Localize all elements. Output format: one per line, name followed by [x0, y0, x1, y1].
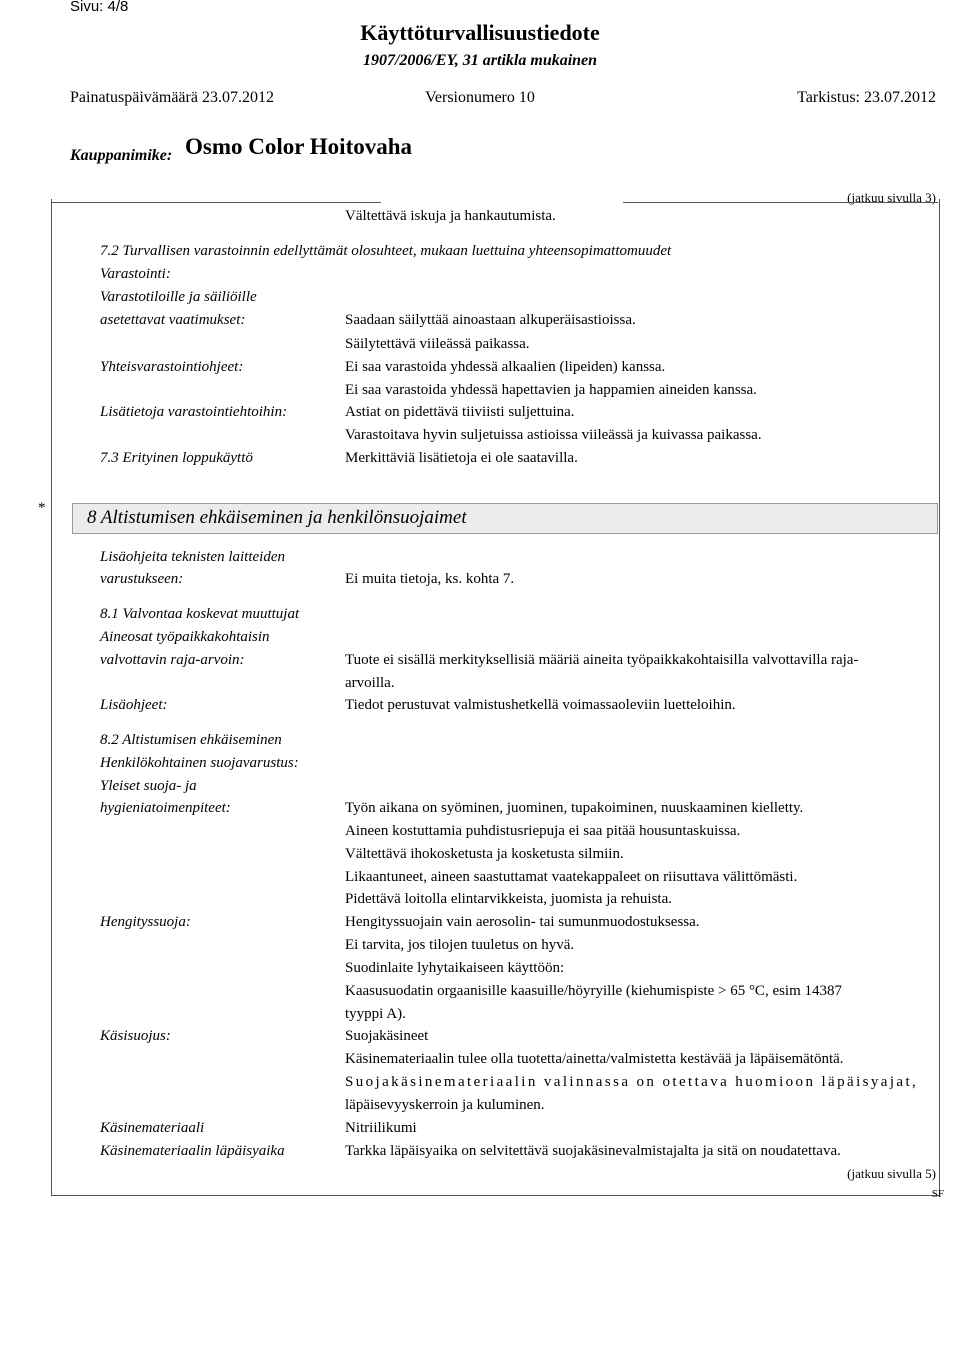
penetration-time-label: Käsinemateriaalin läpäisyaika: [100, 1143, 285, 1159]
hand-protection-line: läpäisevyyskerroin ja kuluminen.: [345, 1097, 545, 1113]
respiratory-line: Kaasusuodatin orgaanisille kaasuille/höyryille (kiehumispiste > 65 °C, esim 14387: [345, 983, 843, 999]
more-storage-1: Astiat on pidettävä tiiviisti suljettuina.: [345, 404, 575, 420]
storage-req-2: Säilytettävä viileässä paikassa.: [345, 336, 530, 352]
more-storage-label: Lisätietoja varastointiehtoihin:: [100, 404, 288, 420]
frame-top-rule-left: [51, 202, 381, 203]
hand-protection-line: Suojakäsinemateriaalin valinnassa on otettava huomioon läpäisyajat,: [345, 1074, 919, 1090]
section-8-heading-box: [72, 503, 938, 534]
page-number: Sivu: 4/8: [70, 0, 129, 15]
section-8-1-heading: 8.1 Valvontaa koskevat muuttujat: [100, 606, 300, 622]
glove-material-label: Käsinemateriaali: [100, 1120, 205, 1136]
section-8-title: 8 Altistumisen ehkäiseminen ja henkilönsuojaimet: [87, 507, 467, 528]
hygiene-line: Likaantuneet, aineen saastuttamat vaatekappaleet on riisuttava välittömästi.: [345, 869, 798, 885]
hand-protection-line: Käsinemateriaalin tulee olla tuotetta/ainetta/valmistetta kestävää ja läpäisemätöntä.: [345, 1051, 844, 1067]
limits-label-1: Aineosat työpaikkakohtaisin: [100, 629, 270, 645]
section-8-2-heading: 8.2 Altistumisen ehkäiseminen: [100, 732, 282, 748]
document-title: Käyttöturvallisuustiedote: [360, 20, 600, 45]
info-value: Tiedot perustuvat valmistushetkellä voimassaoleviin luetteloihin.: [345, 697, 736, 713]
hygiene-line: Vältettävä ihokosketusta ja kosketusta silmiin.: [345, 846, 624, 862]
print-date: Painatuspäivämäärä 23.07.2012: [70, 89, 274, 106]
limits-value-1: Tuote ei sisällä merkityksellisiä määriä aineita työpaikkakohtaisilla valvottavilla raja-: [345, 652, 859, 668]
trade-name-label: Kauppanimike:: [70, 147, 173, 164]
respiratory-line: Ei tarvita, jos tilojen tuuletus on hyvä.: [345, 937, 575, 953]
hand-protection-label: Käsisuojus:: [100, 1028, 171, 1044]
hygiene-line: Työn aikana on syöminen, juominen, tupakoiminen, nuuskaaminen kielletty.: [345, 800, 804, 816]
tech-label-2: varustukseen:: [100, 571, 184, 587]
respiratory-line: Hengityssuojain vain aerosolin- tai sumunmuodostuksessa.: [345, 914, 700, 930]
section-7-3-label: 7.3 Erityinen loppukäyttö: [100, 450, 253, 466]
storage-label: Varastointi:: [100, 266, 171, 282]
storage-req-label-2: asetettavat vaatimukset:: [100, 312, 246, 328]
penetration-time-value: Tarkka läpäisyaika on selvitettävä suojakäsinevalmistajalta ja sitä on noudatettava.: [345, 1143, 841, 1159]
hygiene-line: Aineen kostuttamia puhdistusriepuja ei saa pitää housuntaskuissa.: [345, 823, 741, 839]
version-number: Versionumero 10: [425, 89, 535, 106]
language-code: SF: [931, 1188, 944, 1200]
tech-label-1: Lisäohjeita teknisten laitteiden: [100, 549, 285, 565]
joint-storage-2: Ei saa varastoida yhdessä hapettavien ja happamien aineiden kanssa.: [345, 382, 757, 398]
trade-name-value: Osmo Color Hoitovaha: [185, 134, 413, 159]
respiratory-label: Hengityssuoja:: [100, 914, 191, 930]
tech-value: Ei muita tietoja, ks. kohta 7.: [345, 571, 515, 587]
storage-req-label-1: Varastotiloille ja säiliöille: [100, 289, 257, 305]
glove-material-value: Nitriilikumi: [345, 1120, 417, 1136]
joint-storage-1: Ei saa varastoida yhdessä alkaalien (lipeiden) kanssa.: [345, 359, 666, 375]
storage-req-1: Saadaan säilyttää ainoastaan alkuperäisastioissa.: [345, 312, 636, 328]
respiratory-line: Suodinlaite lyhytaikaiseen käyttöön:: [345, 960, 565, 976]
hygiene-label-1: Yleiset suoja- ja: [100, 778, 197, 794]
revision-star: *: [38, 500, 46, 516]
section-7-3-value: Merkittäviä lisätietoja ei ole saatavilla.: [345, 450, 578, 466]
frame-top-rule-right: [623, 202, 938, 203]
hygiene-line: Pidettävä loitolla elintarvikkeista, juomista ja rehuista.: [345, 891, 673, 907]
ppe-label: Henkilökohtainen suojavarustus:: [100, 755, 299, 771]
continued-to-note: (jatkuu sivulla 5): [847, 1166, 936, 1181]
limits-value-2: arvoilla.: [345, 675, 395, 691]
document-subtitle: 1907/2006/EY, 31 artikla mukainen: [362, 52, 598, 69]
info-label: Lisäohjeet:: [100, 697, 168, 713]
top-continued-line: Vältettävä iskuja ja hankautumista.: [345, 208, 556, 224]
limits-label-2: valvottavin raja-arvoin:: [100, 652, 245, 668]
respiratory-line: tyyppi A).: [345, 1006, 406, 1022]
hand-protection-line: Suojakäsineet: [345, 1028, 429, 1044]
joint-storage-label: Yhteisvarastointiohjeet:: [100, 359, 244, 375]
section-7-2-heading: 7.2 Turvallisen varastoinnin edellyttämät olosuhteet, mukaan luettuina yhteensopimattomuudet: [100, 243, 672, 259]
review-date: Tarkistus: 23.07.2012: [797, 89, 936, 106]
more-storage-2: Varastoitava hyvin suljetuissa astioissa viileässä ja kuivassa paikassa.: [345, 427, 762, 443]
continued-from-note: (jatkuu sivulla 3): [847, 190, 936, 205]
hygiene-label-2: hygieniatoimenpiteet:: [100, 800, 231, 816]
